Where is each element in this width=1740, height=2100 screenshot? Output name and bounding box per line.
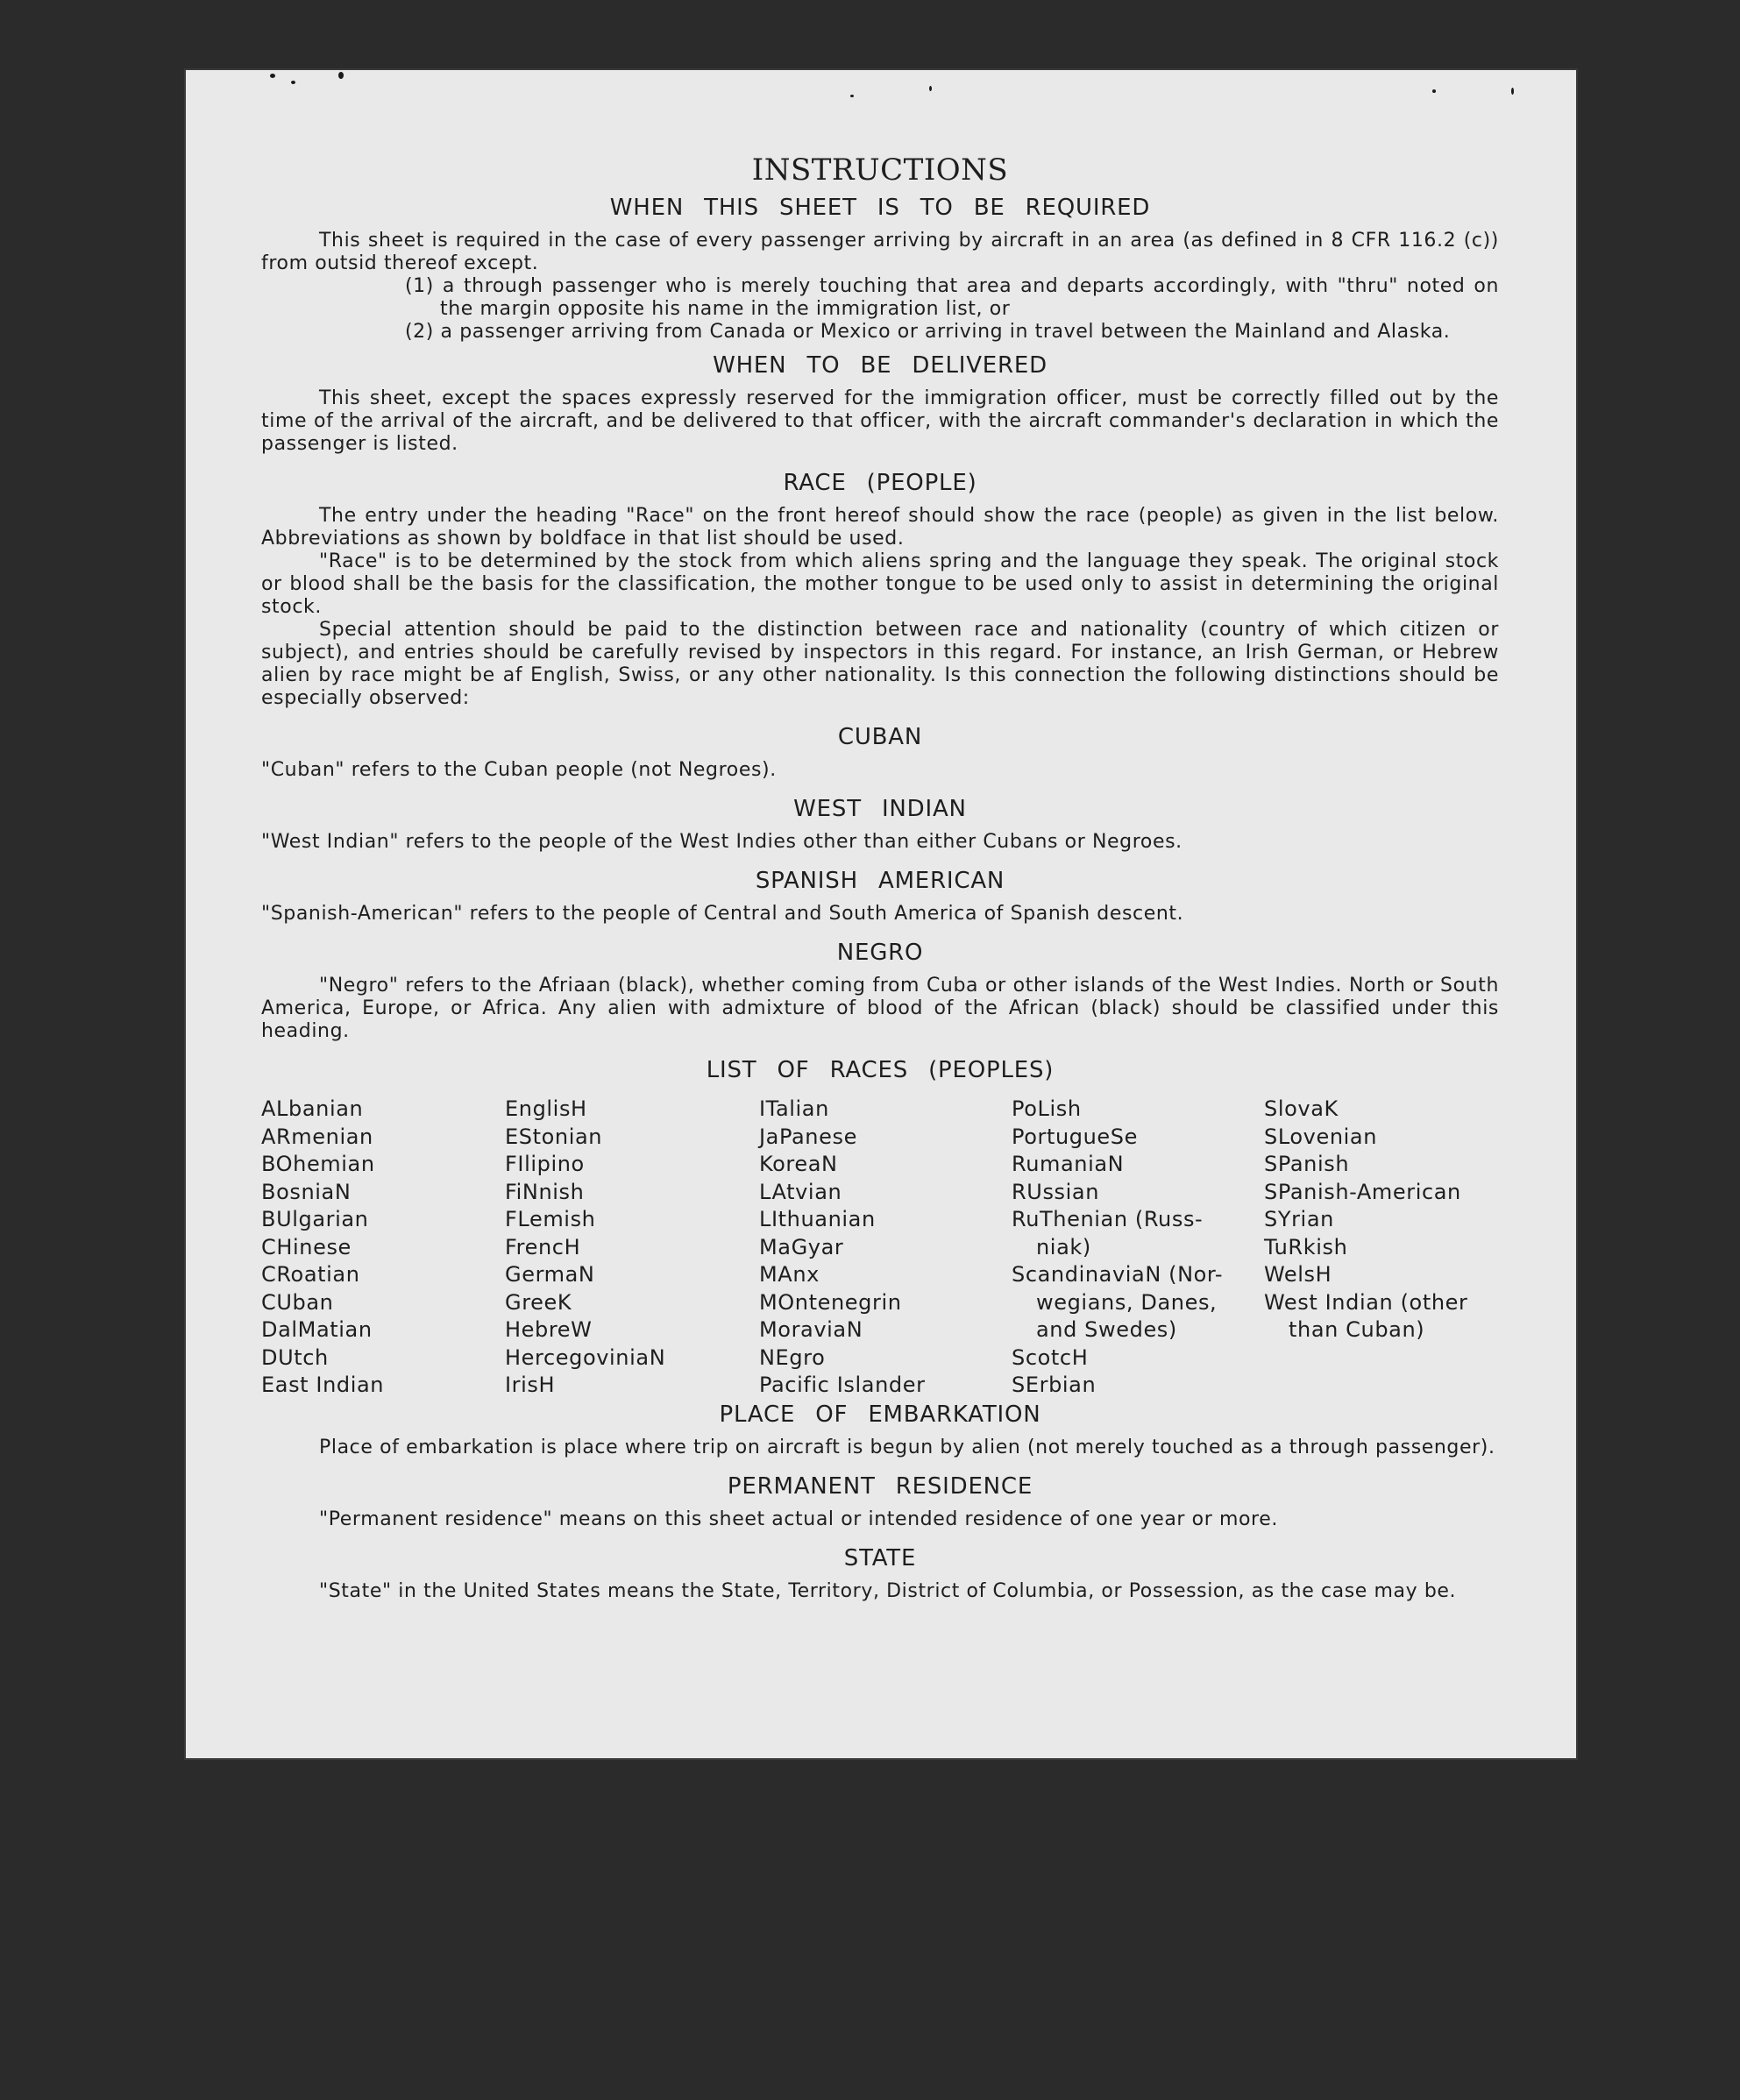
scan-speck — [850, 95, 854, 97]
race-entry: HercegoviniaN — [505, 1344, 666, 1370]
spanish-american-text: "Spanish-American" refers to the people of Central and South America of Spanish descent. — [261, 903, 1184, 925]
race-entry: West Indian (other — [1264, 1289, 1468, 1315]
exception-1: (1) a through passenger who is merely touching that area and departs accordingly, with "thru" noted on the margin opposite his name in the immigration list, or — [405, 275, 1499, 320]
required-text: This sheet is required in the case of every passenger arriving by aircraft in an area (as defined in 8 CFR 116.2 (c)) from outsid thereof except. — [261, 230, 1499, 274]
race-entry: PortugueSe — [1012, 1124, 1138, 1149]
race-entry: ALbanian — [261, 1096, 364, 1121]
embarkation-text: Place of embarkation is place where trip on aircraft is begun by alien (not merely touched as a through passenger). — [319, 1436, 1495, 1458]
scan-speck — [338, 72, 344, 79]
races-column-4 — [1012, 1096, 1264, 1400]
race-entry: BUlgarian — [261, 1207, 369, 1231]
race-entry: GermaN — [505, 1262, 595, 1287]
race-entry: LAtvian — [759, 1179, 842, 1204]
race-entry: HebreW — [505, 1317, 593, 1342]
delivered-text: This sheet, except the spaces expressly reserved for the immigration officer, must be correctly filled out by the time of the arrival of the aircraft, and be delivered to that officer, with the aircraft commander's declaration in which the passenger is listed. — [261, 387, 1499, 455]
heading-state: STATE — [843, 1544, 917, 1571]
race-entry: WelsH — [1264, 1262, 1332, 1287]
race-entry: FiNnish — [505, 1179, 585, 1204]
race-entry: BOhemian — [261, 1152, 375, 1176]
cuban-text: "Cuban" refers to the Cuban people (not Negroes). — [261, 759, 777, 781]
race-entry: RUssian — [1012, 1179, 1100, 1204]
races-column-2 — [505, 1096, 759, 1400]
heading-required: WHEN THIS SHEET IS TO BE REQUIRED — [609, 195, 1151, 221]
west-indian-text: "West Indian" refers to the people of the West Indies other than either Cubans or Negroes. — [261, 831, 1182, 853]
race-entry: DUtch — [261, 1344, 329, 1370]
state-text: "State" in the United States means the State, Territory, District of Columbia, or Possession, as the case may be. — [319, 1579, 1457, 1602]
race-entry: CUban — [261, 1289, 334, 1315]
race-entry: EStonian — [505, 1124, 603, 1149]
race-entry: RuThenian (Russ- — [1012, 1207, 1204, 1231]
races-column-1 — [261, 1096, 505, 1400]
races-column-3 — [759, 1096, 1012, 1400]
race-entry: LIthuanian — [759, 1207, 876, 1231]
race-entry: DalMatian — [261, 1317, 373, 1342]
race-entry-continuation: and Swedes) — [1036, 1317, 1177, 1342]
race-entry: NEgro — [759, 1344, 826, 1370]
heading-negro: NEGRO — [836, 940, 924, 966]
race-entry: RumaniaN — [1012, 1152, 1125, 1176]
race-entry: KoreaN — [759, 1152, 838, 1176]
race-entry: ScotcH — [1012, 1344, 1089, 1370]
race-entry: PoLish — [1012, 1096, 1082, 1121]
race-paragraph-1: The entry under the heading "Race" on the front hereof should show the race (people) as given in the list below. Abbreviations as shown by boldface in that list should be used. — [261, 505, 1499, 550]
race-entry: Pacific Islander — [759, 1373, 926, 1397]
negro-text: "Negro" refers to the Afriaan (black), whether coming from Cuba or other islands of the West Indies. North or South America, Europe, or Africa. Any alien with admixture of blood of the African (black) should be classified under this heading. — [261, 975, 1499, 1042]
heading-embarkation: PLACE OF EMBARKATION — [719, 1401, 1041, 1428]
scan-speck — [1511, 88, 1514, 95]
residence-text: "Permanent residence" means on this sheet actual or intended residence of one year or more. — [319, 1508, 1278, 1530]
race-paragraph-3: Special attention should be paid to the distinction between race and nationality (country of which citizen or subject), and entries should be carefully revised by inspectors in this regard. For instance, an Irish German, or Hebrew alien by race might be af English, Swiss, or any other nationality. Is this connection the following distinctions should be especially observed: — [261, 619, 1499, 709]
races-column-5 — [1264, 1096, 1499, 1400]
race-entry: SlovaK — [1264, 1096, 1339, 1121]
race-entry: IrisH — [505, 1373, 556, 1397]
scan-speck — [1432, 89, 1436, 93]
race-entry: SErbian — [1012, 1373, 1097, 1397]
race-entry: SPanish-American — [1264, 1179, 1461, 1204]
heading-list-of-races: LIST OF RACES (PEOPLES) — [706, 1057, 1055, 1083]
race-entry: East Indian — [261, 1373, 385, 1397]
race-paragraph-2: "Race" is to be determined by the stock from which aliens spring and the language they speak. The original stock or blood shall be the basis for the classification, the mother tongue to be used only to assist in determining the original stock. — [261, 550, 1499, 618]
race-entry: ARmenian — [261, 1124, 373, 1149]
heading-spanish-american: SPANISH AMERICAN — [755, 868, 1005, 894]
instructions-content — [261, 153, 1499, 1603]
heading-delivered: WHEN TO BE DELIVERED — [713, 352, 1048, 379]
heading-west-indian: WEST INDIAN — [793, 796, 967, 822]
race-entry: SLovenian — [1264, 1124, 1378, 1149]
race-entry: FLemish — [505, 1207, 596, 1231]
race-entry-continuation: wegians, Danes, — [1036, 1289, 1218, 1315]
race-entry: MoraviaN — [759, 1317, 863, 1342]
race-entry: ITalian — [759, 1096, 829, 1121]
race-entry: MaGyar — [759, 1234, 844, 1259]
race-entry: ScandinaviaN (Nor- — [1012, 1262, 1224, 1287]
race-entry: MAnx — [759, 1262, 820, 1287]
exception-2: (2) a passenger arriving from Canada or Mexico or arriving in travel between the Mainland and Alaska. — [405, 321, 1451, 343]
scan-speck — [270, 74, 275, 78]
heading-race: RACE (PEOPLE) — [783, 470, 977, 496]
race-entry: EnglisH — [505, 1096, 587, 1121]
race-entry: SPanish — [1264, 1152, 1350, 1176]
heading-cuban: CUBAN — [837, 724, 923, 750]
race-entry-continuation: niak) — [1036, 1234, 1091, 1259]
race-entry: FrencH — [505, 1234, 581, 1259]
page-title: INSTRUCTIONS — [751, 153, 1009, 188]
race-entry: CHinese — [261, 1234, 352, 1259]
race-entry-continuation: than Cuban) — [1289, 1317, 1425, 1342]
heading-permanent-residence: PERMANENT RESIDENCE — [727, 1472, 1033, 1500]
race-entry: JaPanese — [759, 1124, 857, 1149]
race-entry: GreeK — [505, 1289, 572, 1315]
scan-speck — [929, 86, 932, 91]
scan-speck — [291, 81, 295, 84]
race-entry: BosniaN — [261, 1179, 352, 1204]
race-entry: SYrian — [1264, 1207, 1334, 1231]
race-entry: MOntenegrin — [759, 1289, 902, 1315]
race-entry: TuRkish — [1264, 1234, 1348, 1259]
document-sheet — [184, 68, 1578, 1760]
race-entry: CRoatian — [261, 1262, 360, 1287]
races-list — [261, 1096, 1499, 1400]
race-entry: FIlipino — [505, 1152, 585, 1176]
